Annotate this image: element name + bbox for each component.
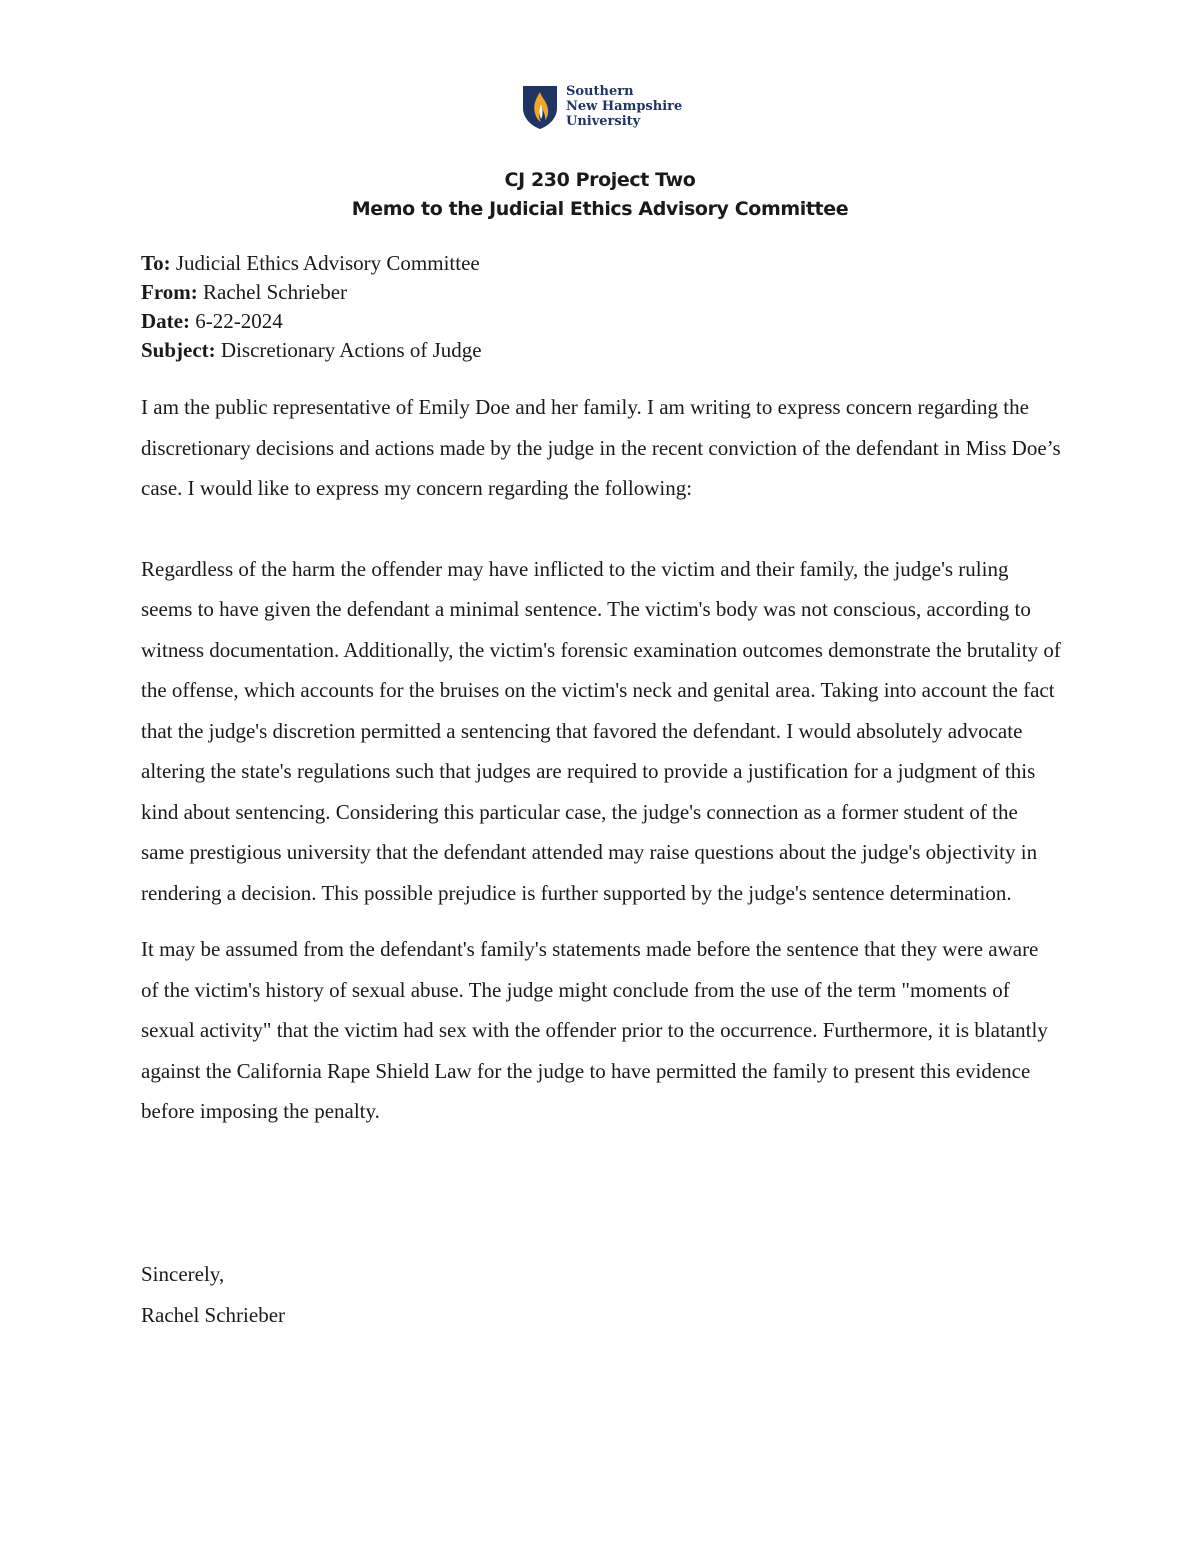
memo-to-row	[141, 249, 1061, 278]
memo-date-label: Date:	[141, 309, 190, 333]
memo-from-row	[141, 278, 1061, 307]
memo-subject-row	[141, 336, 1061, 365]
logo-line-3: University	[566, 114, 641, 129]
title-line-1: CJ 230 Project Two	[504, 169, 696, 191]
memo-from-label: From:	[141, 280, 198, 304]
memo-closing	[141, 1254, 741, 1335]
memo-date-value: 6-22-2024	[189, 309, 283, 333]
memo-from-value: Rachel Schrieber	[197, 280, 348, 304]
memo-header	[141, 249, 1061, 365]
memo-to-value: Judicial Ethics Advisory Committee	[170, 251, 480, 275]
title-line-2: Memo to the Judicial Ethics Advisory Committee	[351, 198, 849, 220]
document-title	[0, 166, 1200, 224]
body-paragraph-2: Regardless of the harm the offender may have inflicted to the victim and their family, the judge's ruling seems to have given the defendant a minimal sentence. The victim's body was not conscious, according to witness documentation. Additionally, the victim's forensic examination outcomes demonstrate the brutality of the offense, which accounts for the bruises on the victim's neck and genital area. Taking into account the fact that the judge's discretion permitted a sentencing that favored the defendant. I would absolutely advocate altering the state's regulations such that judges are required to provide a justification for a judgment of this kind about sentencing. Considering this particular case, the judge's connection as a former student of the same prestigious university that the defendant attended may raise questions about the judge's objectivity in rendering a decision. This possible prejudice is further supported by the judge's sentence determination.	[141, 556, 1061, 905]
university-name	[566, 84, 682, 129]
memo-subject-value: Discretionary Actions of Judge	[215, 338, 482, 362]
memo-body	[141, 387, 1061, 1132]
body-paragraph-1: I am the public representative of Emily Doe and her family. I am writing to express concern regarding the discretionary decisions and actions made by the judge in the recent conviction of the defendant in Miss Doe’s case. I would like to express my concern regarding the following:	[141, 395, 1061, 500]
logo-line-2: New Hampshire	[566, 99, 683, 114]
memo-to-label: To:	[141, 251, 171, 275]
memo-subject-label: Subject:	[141, 338, 216, 362]
closing-signature: Rachel Schrieber	[141, 1302, 286, 1327]
closing-salutation: Sincerely,	[141, 1262, 225, 1286]
memo-date-row	[141, 307, 1061, 336]
body-paragraph-3: It may be assumed from the defendant's family's statements made before the sentence that they were aware of the victim's history of sexual abuse. The judge might conclude from the use of the term "moments of sexual activity" that the victim had sex with the offender prior to the occurrence. Furthermore, it is blatantly against the California Rape Shield Law for the judge to have permitted the family to present this evidence before imposing the penalty.	[141, 937, 1048, 1123]
flame-shield-icon	[522, 84, 558, 130]
university-logo	[522, 84, 692, 134]
logo-line-1: Southern	[566, 84, 634, 99]
